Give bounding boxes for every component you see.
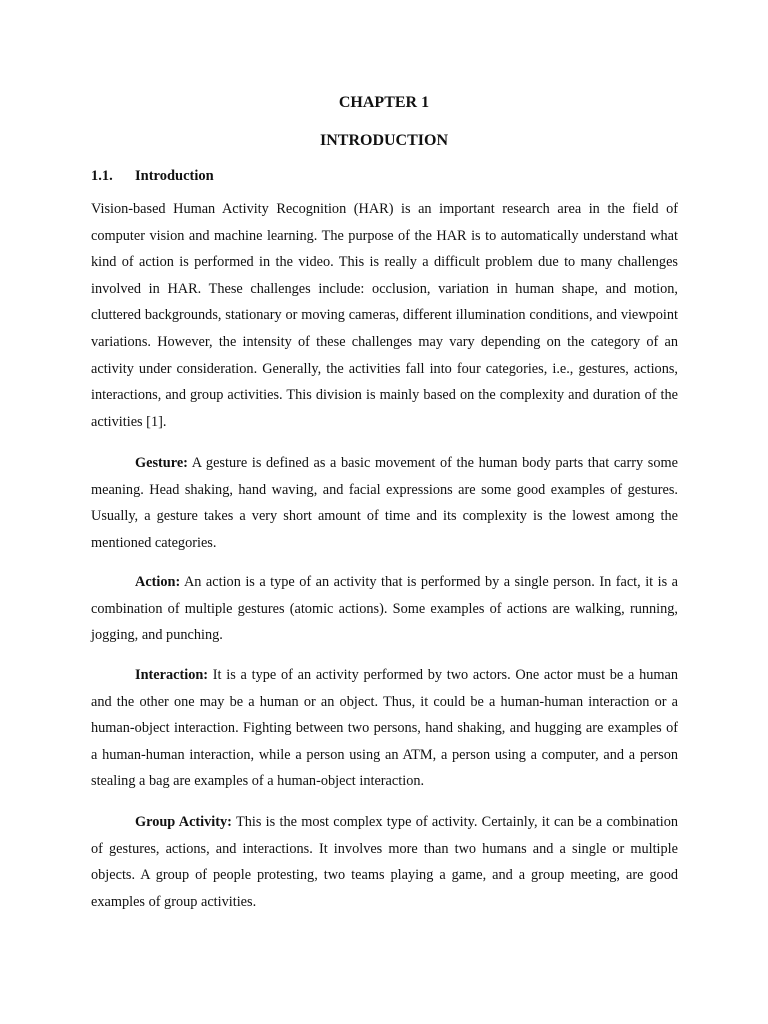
chapter-title: INTRODUCTION <box>319 132 448 149</box>
intro-paragraph: Vision-based Human Activity Recognition (HAR) is an important research area in the field of computer vision and machine learning. The purpose of the HAR is to automatically understand what kind of action is performed in the video. This is really a difficult problem due to many challenges involved in HAR. These challenges include: occlusion, variation in human shape, and motion, cluttered backgrounds, stationary or moving cameras, different illumination conditions, and viewpoint variations. However, the intensity of these challenges may vary depending on the category of an activity under consideration. Generally, the activities fall into four categories, i.e., gestures, actions, interactions, and group activities. This division is mainly based on the complexity and duration of the activities [1]. <box>91 201 678 430</box>
group-activity-term: Group Activity: <box>135 814 232 830</box>
chapter-label: CHAPTER 1 <box>338 94 430 111</box>
group-activity-paragraph <box>91 809 678 915</box>
section-title: Introduction <box>135 168 214 184</box>
action-text: An action is a type of an activity that is performed by a single person. In fact, it is a combination of multiple gestures (atomic actions). Some examples of actions are walking, running, jogging, and punching. <box>91 574 678 644</box>
interaction-term: Interaction: <box>135 667 209 683</box>
group-activity-text: This is the most complex type of activity. Certainly, it can be a combination of gestures, actions, and interactions. It involves more than two humans and a single or multiple objects. A group of people protesting, two teams playing a game, and a group meeting, are good examples of group activities. <box>91 814 678 910</box>
action-paragraph <box>91 569 678 649</box>
section-number: 1.1. <box>91 168 113 184</box>
interaction-paragraph <box>91 662 678 795</box>
interaction-text: It is a type of an activity performed by two actors. One actor must be a human and the other one may be a human or an object. Thus, it could be a human-human interaction or a human-object interaction. Fighting between two persons, hand shaking, and hugging are examples of a human-human interaction, while a person using an ATM, a person using a computer, and a person stealing a bag are examples of a human-object interaction. <box>91 667 678 790</box>
gesture-paragraph <box>91 450 678 556</box>
action-term: Action: <box>135 574 181 590</box>
gesture-text: A gesture is defined as a basic movement of the human body parts that carry some meaning. Head shaking, hand waving, and facial expressions are some good examples of gestures. Usually, a gesture takes a very short amount of time and its complexity is the lowest among the mentioned categories. <box>91 455 678 551</box>
section-heading <box>91 166 214 186</box>
gesture-term: Gesture: <box>135 455 188 471</box>
